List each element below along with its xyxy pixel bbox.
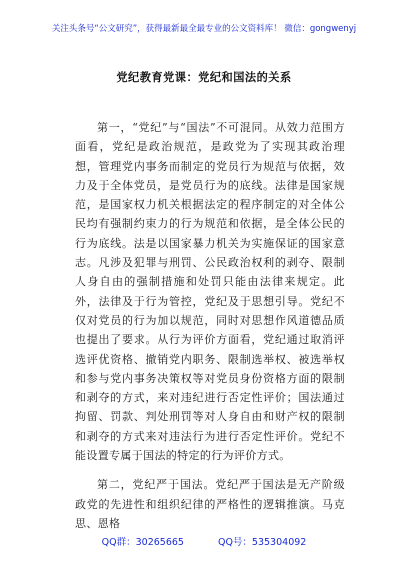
footer-qq-group: QQ群：30265665 xyxy=(101,537,184,548)
document-body xyxy=(75,118,345,543)
paragraph-1: 第一，“党纪”与“国法”不可混同。从效力范围方面看，党纪是政治规范，是政党为了实现其政治理想，管理党内事务而制定的党员行为规范与依据，效力及于全体党员，是党员行为的底线。法律是国家规范，是国家权力机关根据法定的程序制定的对全体公民均有强制约束力的行为规范和依据，是全体公民的行为底线。法是以国家暴力机关为实施保证的国家意志。凡涉及犯罪与刑罚、公民政治权利的剥夺、限制人身自由的强制措施和处罚只能由法律来规定。此外，法律及于行为管控，党纪及于思想引导。党纪不仅对党员的行为加以规范，同时对思想作风道德品质也提出了要求。从行为评价方面看，党纪通过取消评选评优资格、撤销党内职务、限制选举权、被选举权和参与党内事务决策权等对党员身份资格方面的限制和剥夺的方式，来对违纪进行否定性评价；国法通过拘留、罚款、判处刑罚等对人身自由和财产权的限制和剥夺的方式来对违法行为进行否定性评价。党纪不能设置专属于国法的特定的行为评价方式。 xyxy=(75,121,345,463)
footer-contact xyxy=(0,534,408,548)
page-title: 党纪教育党课：党纪和国法的关系 xyxy=(116,71,292,84)
header-banner: 关注头条号“公文研究”，获得最新最全最专业的公文资料库！ 微信：gongwenyj xyxy=(51,24,357,34)
footer-qq-number: QQ号：535304092 xyxy=(217,537,307,548)
paragraph-2: 第二，党纪严于国法。党纪严于国法是无产阶级政党的先进性和组织纪律的严格性的逻辑推演。马克思、恩格 xyxy=(75,478,345,530)
